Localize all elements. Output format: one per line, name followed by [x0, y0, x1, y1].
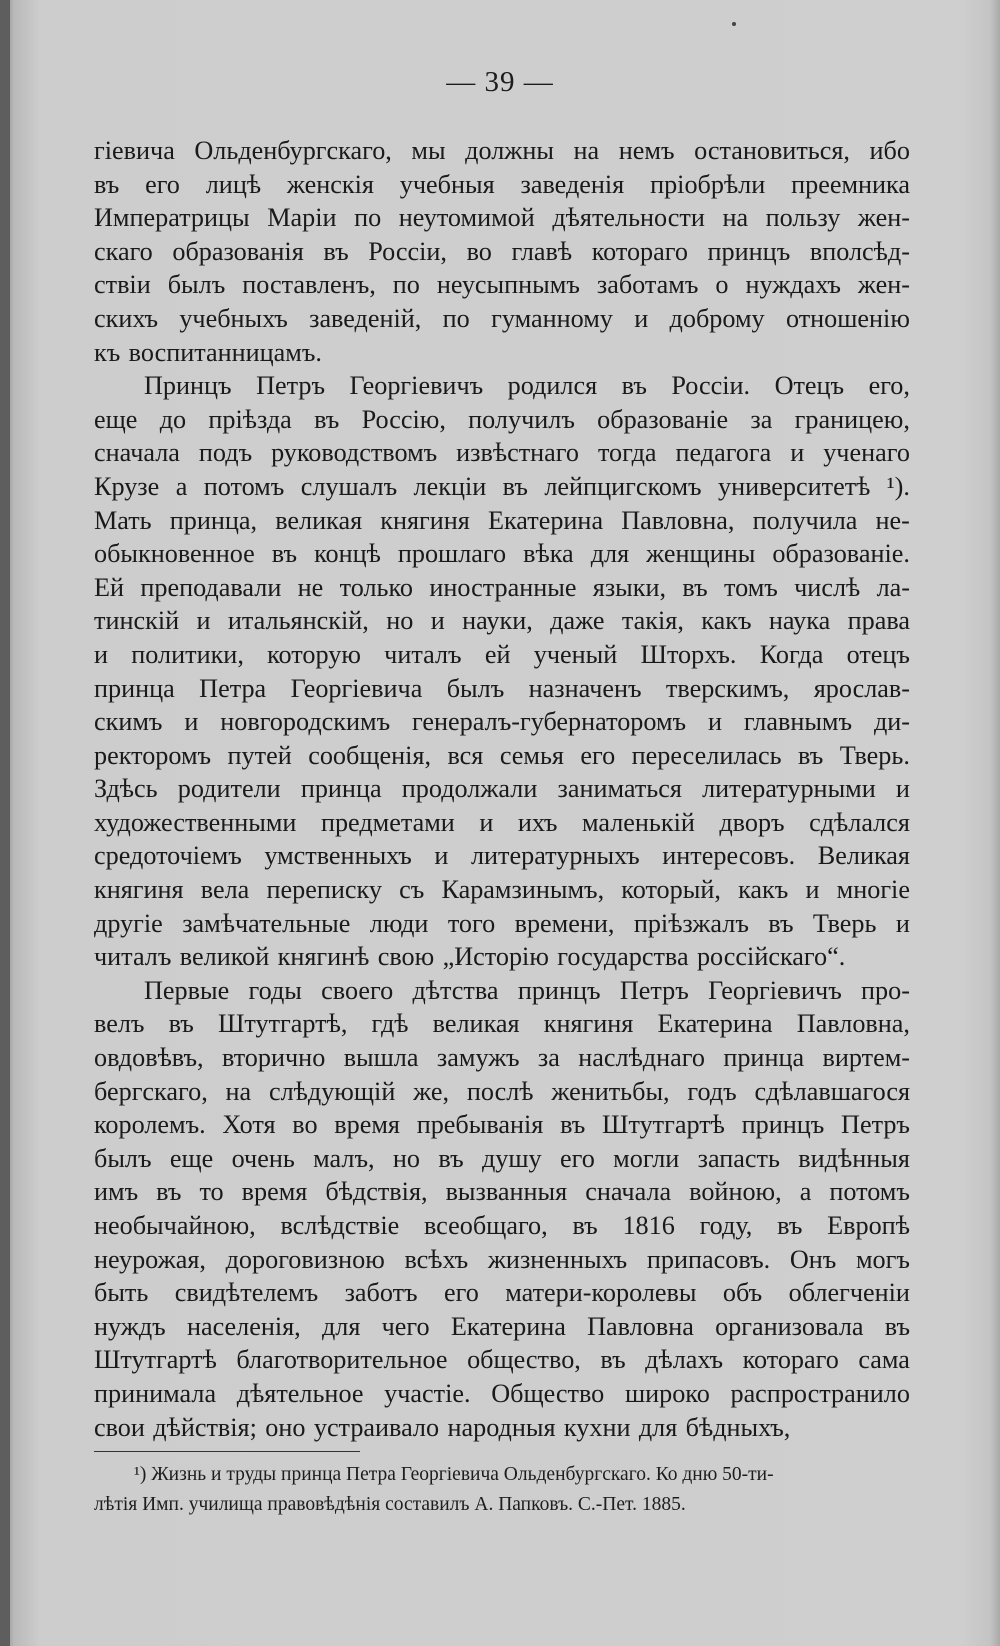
- paragraph: [94, 974, 910, 1444]
- paragraph: [94, 134, 910, 369]
- text-line: Императрицы Маріи по неутомимой дѣятельности на пользу жен-: [94, 203, 910, 233]
- text-line: былъ еще очень малъ, но въ душу его могли запасть видѣнныя: [94, 1143, 910, 1173]
- footnote-line: ¹) Жизнь и труды принца Петра Георгіевича Ольденбургскаго. Ко дню 50-ти-: [134, 1464, 774, 1485]
- page-number: — 39 —: [446, 66, 554, 98]
- text-line: другіе замѣчательные люди того времени, пріѣзжалъ въ Тверь и: [94, 908, 910, 938]
- text-line: читалъ великой княгинѣ свою „Исторію государства россійскаго“.: [94, 942, 846, 972]
- text-line: Здѣсь родители принца продолжали заниматься литературными и: [94, 774, 910, 804]
- text-line: скаго образованія въ Россіи, во главѣ котораго принцъ вполсѣд-: [94, 236, 910, 266]
- text-line: свои дѣйствія; оно устраивало народныя кухни для бѣдныхъ,: [94, 1412, 791, 1442]
- text-line: въ его лицѣ женскія учебныя заведенія пріобрѣли преемника: [94, 169, 910, 199]
- footnote-separator: [94, 1451, 360, 1452]
- main-text: [94, 134, 910, 1444]
- text-line: тинскій и итальянскій, но и науки, даже такія, какъ наука права: [94, 606, 910, 636]
- text-line: къ воспитанницамъ.: [94, 337, 322, 367]
- text-line: бергскаго, на слѣдующій же, послѣ женитьбы, годъ сдѣлавшагося: [94, 1076, 910, 1106]
- text-line: средоточіемъ умственныхъ и литературныхъ интересовъ. Великая: [94, 841, 910, 871]
- footnote: [94, 1460, 910, 1520]
- text-line: Мать принца, великая княгиня Екатерина Павловна, получила не-: [94, 505, 910, 535]
- text-line: обыкновенное въ концѣ прошлаго вѣка для женщины образованіе.: [94, 539, 910, 569]
- text-line: гіевича Ольденбургскаго, мы должны на немъ остановиться, ибо: [94, 136, 910, 165]
- text-line: принца Петра Георгіевича былъ назначенъ тверскимъ, ярослав-: [94, 673, 910, 703]
- paragraph: [94, 369, 910, 974]
- text-line: имъ въ то время бѣдствія, вызванныя сначала войною, а потомъ: [94, 1177, 910, 1207]
- text-line: принимала дѣятельное участіе. Общество широко распространило: [94, 1378, 910, 1408]
- text-line: Ей преподавали не только иностранные языки, въ томъ числѣ ла-: [94, 572, 910, 602]
- text-line: неурожая, дороговизною всѣхъ жизненныхъ припасовъ. Онъ могъ: [94, 1244, 910, 1274]
- text-line: необычайною, вслѣдствіе всеобщаго, въ 1816 году, въ Европѣ: [94, 1211, 910, 1240]
- ink-speck: [732, 22, 736, 26]
- text-line: ректоромъ путей сообщенія, вся семья его переселилась въ Тверь.: [94, 740, 910, 770]
- text-line: Первые годы своего дѣтства принцъ Петръ Георгіевичъ про-: [144, 975, 910, 1005]
- text-line: Крузе а потомъ слушалъ лекціи въ лейпцигскомъ университетѣ ¹).: [94, 471, 910, 501]
- text-line: быть свидѣтелемъ заботъ его матери-королевы объ облегченіи: [94, 1278, 910, 1308]
- page-gutter-shadow: [0, 0, 10, 1646]
- text-line: овдовѣвъ, вторично вышла замужъ за наслѣднаго принца виртем-: [94, 1043, 910, 1073]
- text-line: ствіи былъ поставленъ, по неусыпнымъ заботамъ о нуждахъ жен-: [94, 270, 910, 300]
- text-line: велъ въ Штутгартѣ, гдѣ великая княгиня Екатерина Павловна,: [94, 1009, 910, 1039]
- text-line: скимъ и новгородскимъ генералъ-губернаторомъ и главнымъ ди-: [94, 707, 910, 737]
- text-line: художественными предметами и ихъ маленькій дворъ сдѣлался: [94, 807, 910, 837]
- footnote-line: лѣтія Имп. училища правовѣдѣнія составилъ А. Папковъ. С.-Пет. 1885.: [94, 1494, 686, 1515]
- text-line: нуждъ населенія, для чего Екатерина Павловна организовала въ: [94, 1311, 910, 1341]
- text-line: княгиня вела переписку съ Карамзинымъ, который, какъ и многіе: [94, 875, 910, 905]
- text-line: королемъ. Хотя во время пребыванія въ Штутгартѣ принцъ Петръ: [94, 1110, 910, 1140]
- text-line: и политики, которую читалъ ей ученый Шторхъ. Когда отецъ: [94, 639, 910, 669]
- text-line: еще до пріѣзда въ Россію, получилъ образованіе за границею,: [94, 404, 910, 434]
- text-line: Штутгартѣ благотворительное общество, въ дѣлахъ котораго сама: [94, 1345, 910, 1375]
- text-line: скихъ учебныхъ заведеній, по гуманному и доброму отношенію: [94, 303, 910, 333]
- text-line: сначала подъ руководствомъ извѣстнаго тогда педагога и ученаго: [94, 438, 910, 468]
- text-line: Принцъ Петръ Георгіевичъ родился въ Россіи. Отецъ его,: [144, 371, 910, 401]
